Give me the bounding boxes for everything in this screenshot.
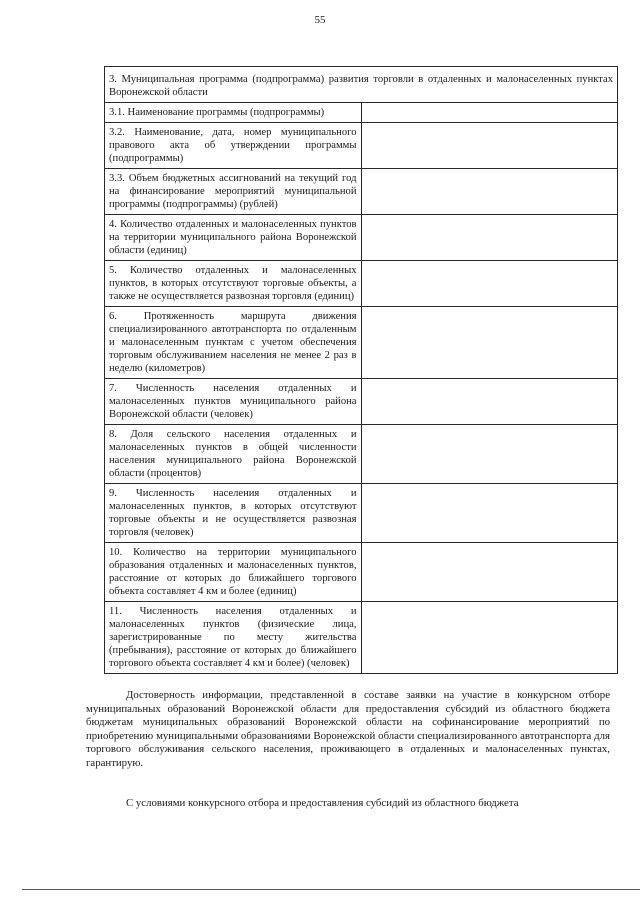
row-label: 6. Протяженность маршрута движения специализированного автотранспорта по отдаленным и малонаселенным пунктам с учетом обеспечения торговым обслуживанием населения не менее 2 раз в неделю (километров) (105, 307, 362, 379)
table-row (105, 543, 618, 602)
row-value-cell (361, 307, 618, 379)
table-row (105, 261, 618, 307)
table-row (105, 103, 618, 123)
row-label: 4. Количество отдаленных и малонаселенных пунктов на территории муниципального района Воронежской области (единиц) (105, 215, 362, 261)
footer-divider (22, 889, 640, 890)
page-number: 55 (314, 14, 326, 26)
conditions-statement: С условиями конкурсного отбора и предоставления субсидий из областного бюджета (126, 797, 519, 809)
row-value-cell (361, 215, 618, 261)
section-title-row (105, 67, 618, 103)
row-label: 9. Численность населения отдаленных и малонаселенных пунктов, в которых отсутствуют торговые объекты и не осуществляется развозная торговля (человек) (105, 484, 362, 543)
reliability-statement: Достоверность информации, представленной в составе заявки на участие в конкурсном отборе муниципальных образований Воронежской области для предоставления субсидий из областного бюджета бюджетам муниципальных образований Воронежской области на софинансирование мероприятий по приобретению муниципальными образованиями Воронежской области специализированного автотранспорта для торгового обслуживания сельского населения, проживающего в отдаленных и малонаселенных пунктах, гарантирую. (86, 689, 610, 769)
table-row (105, 379, 618, 425)
section-title: 3. Муниципальная программа (подпрограмма) развития торговли в отдаленных и малонаселенных пунктах Воронежской области (105, 67, 618, 103)
table-row (105, 425, 618, 484)
row-value-cell (361, 602, 618, 674)
row-value-cell (361, 379, 618, 425)
row-value-cell (361, 123, 618, 169)
row-value-cell (361, 543, 618, 602)
row-label: 5. Количество отдаленных и малонаселенных пунктов, в которых отсутствуют торговые объекты, а также не осуществляется развозная торговля (единиц) (105, 261, 362, 307)
row-value-cell (361, 261, 618, 307)
application-table (104, 66, 618, 674)
row-label: 10. Количество на территории муниципального образования отдаленных и малонаселенных пунктов, расстояние от которых до ближайшего торгового объекта составляет 4 км и более (единиц) (105, 543, 362, 602)
row-value-cell (361, 425, 618, 484)
row-label: 3.2. Наименование, дата, номер муниципального правового акта об утверждении программы (подпрограммы) (105, 123, 362, 169)
row-label: 3.3. Объем бюджетных ассигнований на текущий год на финансирование мероприятий муниципальной программы (подпрограммы) (рублей) (105, 169, 362, 215)
table-row (105, 169, 618, 215)
row-label: 11. Численность населения отдаленных и малонаселенных пунктов (физические лица, зарегистрированные по месту жительства (пребывания), расстояние от которых до ближайшего торгового объекта составляет 4 км и более) (человек) (105, 602, 362, 674)
row-label: 7. Численность населения отдаленных и малонаселенных пунктов муниципального района Воронежской области (человек) (105, 379, 362, 425)
row-value-cell (361, 103, 618, 123)
row-value-cell (361, 169, 618, 215)
table-row (105, 123, 618, 169)
table-row (105, 307, 618, 379)
table-row (105, 484, 618, 543)
table-row (105, 602, 618, 674)
row-value-cell (361, 484, 618, 543)
table-row (105, 215, 618, 261)
row-label: 8. Доля сельского населения отдаленных и малонаселенных пунктов в общей численности населения муниципального района Воронежской области (процентов) (105, 425, 362, 484)
row-label: 3.1. Наименование программы (подпрограммы) (105, 103, 362, 123)
